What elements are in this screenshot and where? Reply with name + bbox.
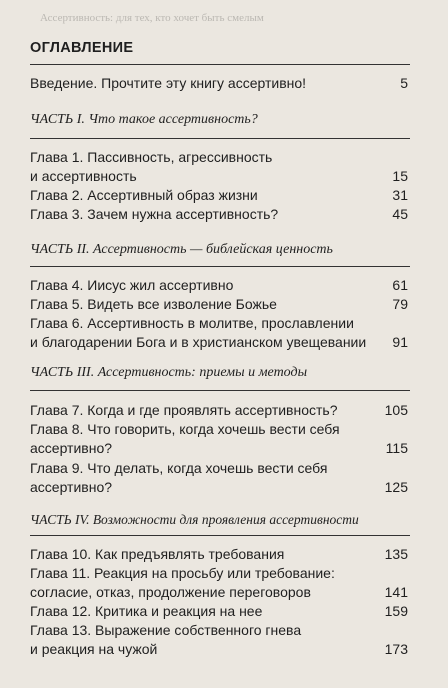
entry-line: Глава 5. Видеть все изволение Божье: [30, 296, 277, 312]
intro-text: Введение. Прочтите эту книгу ассертивно!: [30, 75, 307, 91]
entry-line: Глава 4. Иисус жил ассертивно: [30, 277, 234, 293]
entry-line: Глава 11. Реакция на просьбу или требование:: [30, 565, 335, 581]
entry-page: 159: [384, 603, 408, 619]
toc-title: ОГЛАВЛЕНИЕ: [30, 40, 134, 56]
entry-line: Глава 12. Критика и реакция на нее: [30, 603, 263, 619]
toc-entry-ch7: [30, 401, 408, 420]
toc-entry-ch8: [30, 420, 408, 458]
entry-line: Глава 13. Выражение собственного гнева: [30, 622, 302, 638]
entry-line: Глава 1. Пассивность, агрессивность: [30, 149, 273, 165]
part-3-divider: [30, 390, 410, 391]
entry-line: и ассертивность: [30, 168, 137, 184]
entry-page: 135: [384, 546, 408, 562]
entry-page: 125: [384, 479, 408, 495]
entry-page: 115: [385, 440, 408, 456]
entry-line: Глава 10. Как предъявлять требования: [30, 546, 285, 562]
intro-page: 5: [400, 75, 408, 91]
entry-line: Глава 9. Что делать, когда хочешь вести себя: [30, 460, 328, 476]
part-4-title: ЧАСТЬ IV. Возможности для проявления ассертивности: [30, 512, 359, 527]
entry-page: 31: [392, 187, 408, 203]
toc-entry-ch9: [30, 459, 408, 497]
bleed-through-header: Ассертивность: для тех, кто хочет быть смелым: [40, 12, 264, 24]
part-2-title: ЧАСТЬ II. Ассертивность — библейская ценность: [30, 242, 333, 257]
entry-line: Глава 2. Ассертивный образ жизни: [30, 187, 258, 203]
part-3-title: ЧАСТЬ III. Ассертивность: приемы и методы: [30, 365, 308, 380]
toc-entry-ch3: [30, 205, 408, 224]
entry-line: Глава 7. Когда и где проявлять ассертивность?: [30, 402, 338, 418]
entry-page: 141: [384, 584, 408, 600]
entry-line: Глава 3. Зачем нужна ассертивность?: [30, 206, 279, 222]
entry-line: ассертивно?: [30, 440, 113, 456]
toc-entry-ch5: [30, 295, 408, 314]
part-1-divider: [30, 138, 410, 139]
entry-page: 45: [392, 206, 408, 222]
entry-line: и благодарении Бога и в христианском увещевании: [30, 334, 367, 350]
toc-entry-ch12: [30, 602, 408, 621]
part-4-divider: [30, 535, 410, 536]
part-2-divider: [30, 266, 410, 267]
entry-page: 91: [392, 334, 408, 350]
entry-line: ассертивно?: [30, 479, 113, 495]
entry-page: 79: [392, 296, 408, 312]
toc-entry-ch6: [30, 314, 408, 352]
toc-entry-ch13: [30, 621, 408, 659]
entry-page: 61: [392, 277, 408, 293]
part-1-title: ЧАСТЬ I. Что такое ассертивность?: [30, 112, 258, 127]
toc-entry-ch10: [30, 545, 408, 564]
entry-line: Глава 6. Ассертивность в молитве, прославлении: [30, 315, 354, 331]
intro-entry: [30, 74, 408, 93]
entry-page: 173: [384, 641, 408, 657]
entry-page: 105: [384, 402, 408, 418]
toc-entry-ch2: [30, 186, 408, 205]
entry-line: согласие, отказ, продолжение переговоров: [30, 584, 311, 600]
toc-entry-ch4: [30, 276, 408, 295]
toc-entry-ch11: [30, 564, 408, 602]
entry-page: 15: [392, 168, 408, 184]
toc-entry-ch1: [30, 148, 408, 186]
entry-line: и реакция на чужой: [30, 641, 158, 657]
title-divider: [30, 64, 410, 65]
entry-line: Глава 8. Что говорить, когда хочешь вести себя: [30, 421, 340, 437]
